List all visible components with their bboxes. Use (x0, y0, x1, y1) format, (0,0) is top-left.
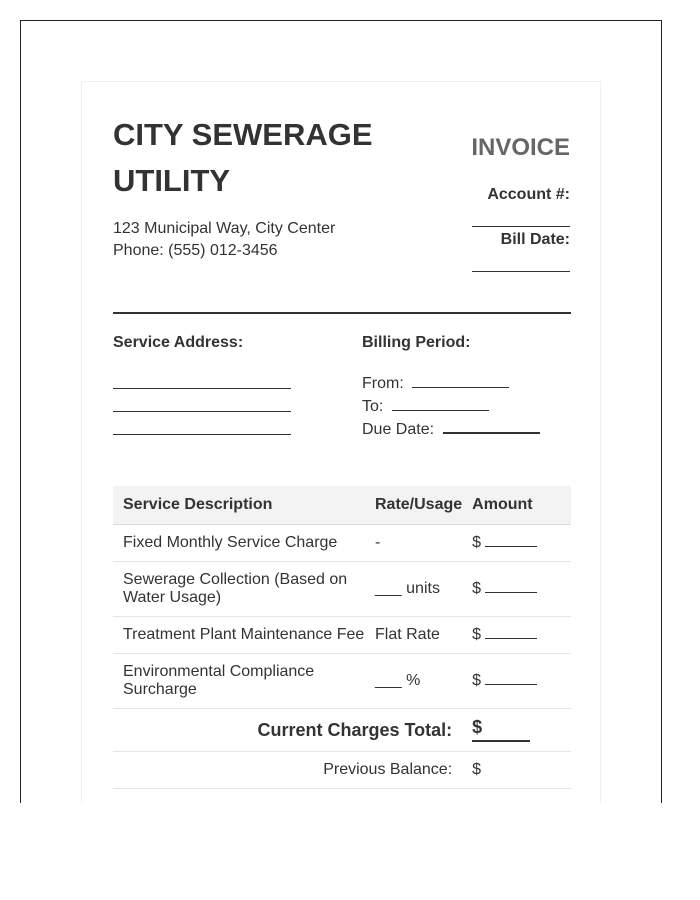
total-row (113, 709, 571, 752)
previous-balance-label: Previous Balance: (113, 752, 462, 789)
row-rate: ___ units (375, 562, 462, 617)
table-header-row (113, 486, 571, 525)
amount-currency: $ (472, 626, 482, 643)
header-amount: Amount (462, 486, 571, 525)
amount-field[interactable] (485, 534, 537, 547)
header-rate: Rate/Usage (375, 486, 462, 525)
previous-currency: $ (472, 761, 482, 778)
service-address-line-2[interactable] (113, 411, 291, 412)
company-name: CITY SEWERAGE UTILITY (113, 117, 373, 198)
period-to-field[interactable] (392, 396, 489, 411)
billing-period-label: Billing Period: (362, 334, 471, 351)
row-description: Environmental Compliance Surcharge (113, 654, 375, 709)
amount-currency: $ (472, 580, 482, 597)
row-amount (462, 525, 571, 562)
table-row (113, 617, 571, 654)
amount-currency: $ (472, 672, 482, 689)
table-row (113, 654, 571, 709)
amount-currency: $ (472, 534, 482, 551)
current-charges-total-label: Current Charges Total: (113, 709, 462, 752)
row-amount (462, 654, 571, 709)
due-date-field[interactable] (443, 418, 540, 434)
account-number-field[interactable] (472, 226, 570, 227)
table-row (113, 525, 571, 562)
billing-period-fields (362, 372, 540, 441)
bill-date-field[interactable] (472, 271, 570, 272)
row-description: Sewerage Collection (Based on Water Usage) (113, 562, 375, 617)
due-date-row (362, 418, 540, 441)
invoice-title: INVOICE (471, 134, 570, 161)
row-rate: Flat Rate (375, 617, 462, 654)
due-date-label: Due Date: (362, 421, 435, 438)
service-address-label: Service Address: (113, 334, 244, 351)
previous-balance-row (113, 752, 571, 789)
charges-table (113, 486, 571, 789)
current-charges-total-amount (462, 709, 571, 752)
period-from-row (362, 372, 540, 395)
table-row (113, 562, 571, 617)
account-number-label: Account #: (487, 186, 570, 203)
row-rate: ___ % (375, 654, 462, 709)
header-description: Service Description (113, 486, 375, 525)
row-description: Treatment Plant Maintenance Fee (113, 617, 375, 654)
previous-balance-amount (462, 752, 571, 789)
row-description: Fixed Monthly Service Charge (113, 525, 375, 562)
amount-field[interactable] (485, 580, 537, 593)
service-address-line-3[interactable] (113, 434, 291, 435)
company-address: 123 Municipal Way, City Center (113, 220, 336, 237)
row-rate: - (375, 525, 462, 562)
amount-field[interactable] (485, 672, 537, 685)
period-from-label: From: (362, 375, 404, 392)
service-address-line-1[interactable] (113, 388, 291, 389)
period-to-label: To: (362, 398, 384, 415)
amount-field[interactable] (485, 626, 537, 639)
period-from-field[interactable] (412, 373, 509, 388)
company-phone: Phone: (555) 012-3456 (113, 242, 278, 259)
invoice-sheet (81, 81, 601, 803)
total-currency: $ (472, 717, 483, 737)
bill-date-label: Bill Date: (500, 231, 570, 248)
row-amount (462, 562, 571, 617)
row-amount (462, 617, 571, 654)
header-divider (113, 312, 571, 314)
page-frame (20, 20, 662, 803)
period-to-row (362, 395, 540, 418)
company-contact (113, 218, 335, 262)
